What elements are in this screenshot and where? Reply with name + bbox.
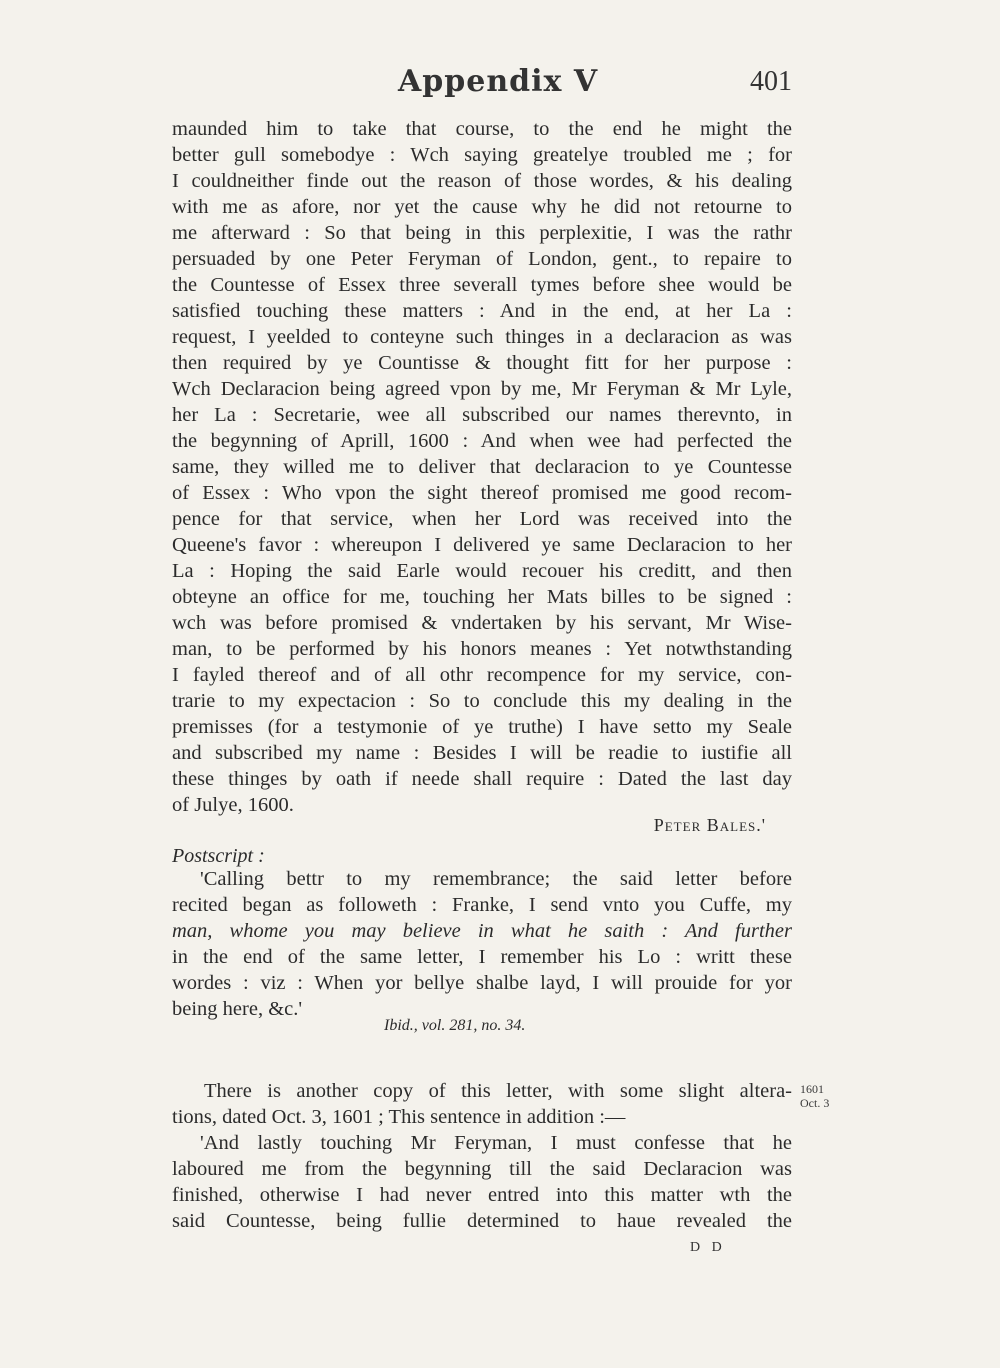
text-line: laboured me from the begynning till the said Declaracion was (172, 1158, 792, 1180)
text-line: then required by ye Countisse & thought fitt for her purpose : (172, 352, 792, 374)
text-line: these thinges by oath if neede shall require : Dated the last day (172, 768, 792, 790)
text-line: her La : Secretarie, wee all subscribed our names therevnto, in (172, 404, 792, 426)
text-line: Wch Declaracion being agreed vpon by me, Mr Feryman & Mr Lyle, (172, 378, 792, 400)
text-line: man, to be performed by his honors meanes : Yet notwthstanding (172, 638, 792, 660)
text-line: obteyne an office for me, touching her Mats billes to be signed : (172, 586, 792, 608)
margin-year: 1601 (800, 1082, 824, 1096)
text-line: said Countesse, being fullie determined to haue revealed the (172, 1210, 792, 1232)
text-line: in the end of the same letter, I remember his Lo : writt these (172, 946, 792, 968)
text-line: trarie to my expectacion : So to conclude this my dealing in the (172, 690, 792, 712)
text-line: pence for that service, when her Lord was received into the (172, 508, 792, 530)
text-line: man, whome you may believe in what he saith : And further (172, 920, 792, 942)
page-number: 401 (750, 66, 792, 97)
text-line: recited began as followeth : Franke, I send vnto you Cuffe, my (172, 894, 792, 916)
signature-mark: D D (690, 1240, 726, 1255)
text-line: same, they willed me to deliver that declaracion to ye Countesse (172, 456, 792, 478)
text-line: the begynning of Aprill, 1600 : And when wee had perfected the (172, 430, 792, 452)
margin-date: Oct. 3 (800, 1096, 830, 1110)
postscript-body (172, 866, 792, 1022)
text-line: and subscribed my name : Besides I will be readie to iustifie all (172, 742, 792, 764)
running-title: Appendix V (398, 64, 599, 99)
text-line: There is another copy of this letter, with some slight altera- (204, 1080, 792, 1102)
text-line: better gull somebodye : Wch saying greatelye troubled me ; for (172, 144, 792, 166)
page-header (172, 58, 792, 98)
text-line: I fayled thereof and of all othr recompence for my service, con- (172, 664, 792, 686)
text-line: of Essex : Who vpon the sight thereof promised me good recom- (172, 482, 792, 504)
text-line: being here, &c.' (172, 998, 303, 1020)
postscript-label: Postscript : (172, 845, 265, 867)
text-line: premisses (for a testymonie of ye truthe) I have setto my Seale (172, 716, 792, 738)
text-line: La : Hoping the said Earle would recouer his creditt, and then (172, 560, 792, 582)
text-line: wch was before promised & vndertaken by his servant, Mr Wise- (172, 612, 792, 634)
text-line: 'And lastly touching Mr Feryman, I must confesse that he (200, 1132, 792, 1154)
text-line: finished, otherwise I had never entred into this matter wth the (172, 1184, 792, 1206)
text-line: 'Calling bettr to my remembrance; the said letter before (200, 868, 792, 890)
text-line: persuaded by one Peter Feryman of London, gent., to repaire to (172, 248, 792, 270)
text-line: of Julye, 1600. (172, 794, 294, 816)
text-line: maunded him to take that course, to the end he might the (172, 118, 792, 140)
text-line: I couldneither finde out the reason of those wordes, & his dealing (172, 170, 792, 192)
text-line: request, I yeelded to conteyne such thinges in a declaracion as was (172, 326, 792, 348)
letter-body (172, 116, 792, 818)
closing-paragraph (172, 1078, 792, 1234)
text-line: satisfied touching these matters : And in the end, at her La : (172, 300, 792, 322)
letter-signature: Peter Bales.' (653, 815, 766, 835)
text-line: with me as afore, nor yet the cause why he did not retourne to (172, 196, 792, 218)
text-line: tions, dated Oct. 3, 1601 ; This sentence in addition :— (172, 1106, 626, 1128)
text-line: Queene's favor : whereupon I delivered ye same Declaracion to her (172, 534, 792, 556)
text-line: the Countesse of Essex three severall tymes before shee would be (172, 274, 792, 296)
source-citation: Ibid., vol. 281, no. 34. (384, 1017, 526, 1034)
text-line: me afterward : So that being in this perplexitie, I was the rathr (172, 222, 792, 244)
text-line: wordes : viz : When yor bellye shalbe layd, I will prouide for yor (172, 972, 792, 994)
margin-note (800, 1082, 829, 1110)
